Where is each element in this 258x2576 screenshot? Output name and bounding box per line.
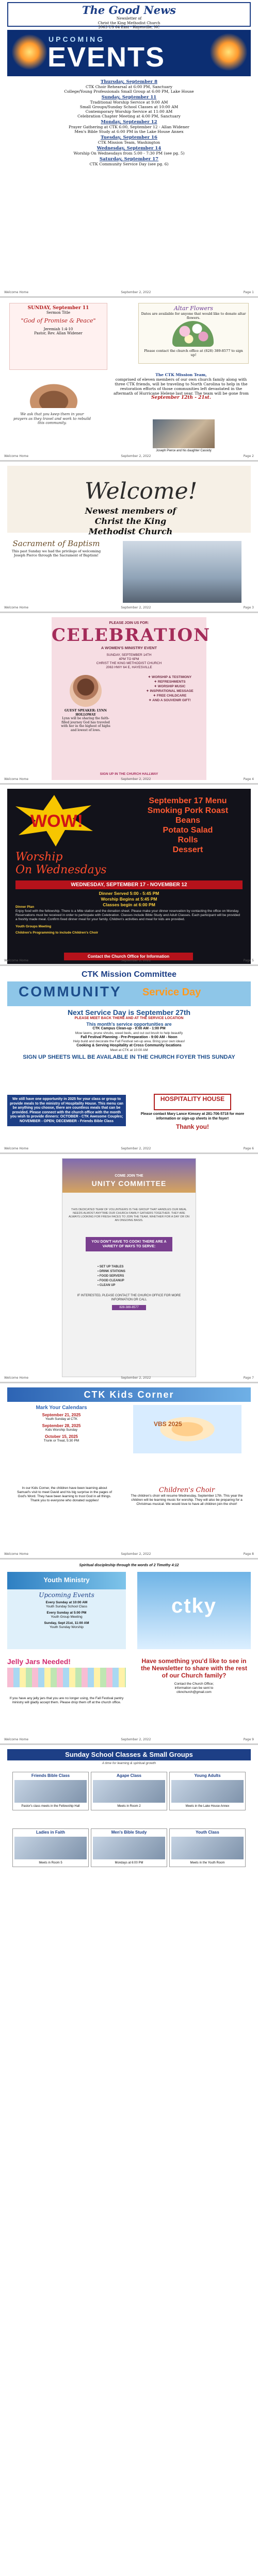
class-card-title: Agape Class [116,1773,142,1778]
photo-caption: Joseph Pierce and his daughter Cassidy [156,449,212,452]
firework-icon [209,33,248,71]
page-footer [4,1738,254,1741]
footer-date: September 2, 2022 [121,777,151,781]
submission-heading: Have something you'd like to see in the Newsletter to share with the rest of our Church family? [140,1657,248,1679]
baptism-photo [123,541,241,603]
flowers-image [172,321,214,347]
page-4 [0,613,258,785]
praying-hands-image [18,375,90,408]
calendar-event: Kids Worship Sunday [45,1428,78,1432]
masthead [7,2,251,27]
menu-item: Potato Salad [163,826,213,835]
menu-item: September 17 Menu [149,796,227,805]
schedule-line: Worship Begins at 5:45 PM [101,896,157,902]
flyer-bullet: ✦ REFRESHMENTS [154,680,186,684]
event-line: Celebration Chapter Meeting at 4:00 PM, Sanctuary [77,114,181,118]
footer-date: September 2, 2022 [121,1738,151,1741]
wow-text: WOW! [30,811,83,831]
choir-heading: Children's Choir [158,1486,215,1494]
mission-heading: The CTK Mission Team, [155,372,207,377]
class-card-image [14,1837,87,1859]
class-card-text: Meets in Room 2 [117,1804,141,1808]
baptism-text: This past Sunday we had the privilege of welcoming Joseph Pierce through the Sacrament of Baptism! [11,549,101,557]
masthead-line: 2063 US 64 East - Hayesville, NC [98,25,160,29]
footer-date: September 2, 2022 [121,291,151,294]
class-card [91,1828,167,1867]
event-line: College/Young Professionals Small Group at 6:00 PM, Lake House [64,89,194,94]
jelly-heading: Jelly Jars Needed! [7,1657,71,1666]
footer-page-number: Page 8 [243,1552,254,1556]
class-card-title: Youth Class [196,1830,219,1835]
class-card-image [171,1837,244,1859]
masthead-line: Christ the King Methodist Church [98,21,160,25]
prayer-request-text: We ask that you keep them in your prayers as they travel and work to rebuild this community. [13,412,91,425]
class-card-image [171,1780,244,1803]
page-footer [4,959,254,962]
community-word: COMMUNITY [19,984,122,999]
event-line: Small Groups/Sunday School Classes at 10:00 AM [79,105,179,109]
event-date: Thursday, September 8 [101,79,157,84]
sermon-title-label: Sermon Title [46,311,70,315]
opportunity: Fall Festival Planning - Pre-Preparation - 9:00 AM - Noon [80,1035,178,1039]
unity-list [98,1265,170,1288]
worship-wednesday-flyer [7,789,251,964]
page-6 [0,966,258,1154]
youth-event-line: Youth Sunday School Class [46,1605,87,1608]
event-line: CTK Choir Rehearsal at 6:00 PM, Sanctuary [85,84,173,89]
newsletter-title: The Good News [82,4,176,16]
page-5 [0,785,258,966]
youth-event-line: Every Sunday at 10:00 AM [45,1601,88,1604]
footer-page-number: Page 3 [243,606,254,609]
event-date: Wednesday, September 14 [96,146,162,151]
opportunity: Cooking & Serving Hospitality at Cross Community locations [76,1044,182,1047]
class-card-title: Men's Bible Study [111,1830,147,1835]
dinner-heading: Dinner Plan [15,905,35,909]
unity-committee-flyer [62,1158,196,1377]
youth-event-line: Youth Sunday Worship [50,1625,84,1629]
event-line: Prayer Gathering at CTK 6:00, September 12 - Allan Widener [69,125,189,129]
flyer-bullet: ✦ INSPIRATIONAL MESSAGE [146,689,194,693]
hospitality-contact: Please contact Mary Lance Kimsey at 281-706-5718 for more information or sign-up sheets in the foyer! [140,1112,245,1121]
service-day-body [7,1008,251,1060]
jelly-text: If you have any jelly jars that you are no longer using, the Fall Festival pantry ministry will gladly accept them. Please drop them off at the church office. [9,1697,124,1704]
baptism-photo [153,419,215,448]
footer-left: Welcome Home [4,454,29,458]
footer-date: September 2, 2022 [121,1552,151,1556]
youth-heading: Youth Groups Meeting [15,925,52,928]
hospitality-house-box [134,1094,251,1130]
class-card-title: Friends Bible Class [31,1773,70,1778]
event-line: Traditional Worship Service at 9:00 AM [90,100,168,105]
opportunity-detail: Help build and decorate the Fall Festival set-up area. Bring your own ideas! [73,1040,185,1043]
page-footer [4,777,254,781]
flyer-bullet: ✦ FREE CHILDCARE [153,694,187,698]
event-line: CTK Community Service Day (see pg. 6) [89,162,169,166]
community-service-banner [7,981,251,1006]
flyer-info-line: 2063 HWY 64 E, HAYESVILLE [106,666,152,669]
flyer-bullets [141,675,198,732]
footer-left: Welcome Home [4,606,29,609]
schedule-line: Classes begin at 6:00 PM [103,902,155,907]
youth-event-line: Sunday, Sept 21st, 11:00 AM [44,1621,89,1625]
event-date: Saturday, September 17 [99,157,159,162]
flyer-join: PLEASE JOIN US FOR: [109,621,149,625]
unity-list-item: • SET UP TABLES [98,1265,124,1268]
upcoming-events-banner [7,30,251,76]
footer-page-number: Page 9 [243,1738,254,1741]
event-date: Tuesday, September 16 [101,135,157,140]
sermon-pastor: Pastor, Rev. Allan Widener [34,331,83,335]
unity-banner [62,1159,196,1193]
footer-left: Welcome Home [4,1738,29,1741]
jelly-jars-box [7,1657,126,1692]
calendar-event: Trunk or Treat, 5:30 PM [43,1439,79,1443]
wow-heading-line: Worship [15,851,63,863]
class-card [169,1772,246,1810]
banner-events: EVENTS [47,42,166,73]
altar-flowers-box [138,303,249,364]
footer-page-number: Page 5 [243,959,254,962]
footer-left: Welcome Home [4,1376,29,1380]
menu-item: Rolls [178,836,198,844]
hospitality-meals-box: We still have one opportunity in 2025 for your class or group to provide meals to the ministry of Hospitality House. This menu can be anything you choose, there are countless meals that can be provided. Please connect with the church office with the month you wish to provide dinners: OCTOBER - CTK Awesome Couples; NOVEMBER - OPEN; DECEMBER - Friends Bible Class [7,1095,126,1126]
hospitality-house-logo: HOSPITALITY HOUSE [154,1094,231,1110]
footer-date: September 2, 2022 [121,606,151,609]
children-heading: Children's Programming to include Children's Choir [15,931,99,935]
sunday-school-heading: Sunday School Classes & Small Groups [7,1749,251,1760]
ctky-logo [137,1572,251,1649]
class-card-text: Meets in Room 5 [39,1861,62,1865]
vbs-label: VBS 2025 [154,1420,182,1428]
page-2 [0,298,258,462]
page-footer [4,606,254,609]
sermon-scripture: Jeremiah 1:4-10 [43,327,73,331]
footer-left: Welcome Home [4,1147,29,1150]
dinner-plan [15,905,243,935]
menu-item: Beans [175,816,201,825]
baptism-heading: Sacrament of Baptism [12,539,100,548]
menu-item: Dessert [172,845,203,854]
opportunity: CTK Campus Clean-up - 9:00 AM - 1:00 PM [92,1027,166,1030]
unity-list-item: • FOOD CLEANUP [98,1279,124,1282]
page-footer [4,454,254,458]
unity-title: UNITY COMMITTEE [91,1179,167,1188]
class-card-text: Pastor's class meets in the Fellowship Hall [21,1804,80,1808]
unity-list-item: • CLEAN UP [98,1284,116,1287]
page-8 [0,1383,258,1560]
ctky-text: ctky [171,1595,217,1617]
meet-note: PLEASE MEET BACK THERE AND AT THE SERVICE LOCATION [74,1016,184,1020]
footer-left: Welcome Home [4,1552,29,1556]
page-3 [0,462,258,613]
vbs-image [133,1405,241,1453]
calendar-date: October 15, 2025 [44,1434,78,1439]
flyer-bullet: ✦ WORSHIP MUSIC [154,685,186,688]
discipleship-tagline: Spiritual discipleship through the words of 2 Timothy 4:12 [79,1564,179,1567]
sermon-box [9,303,107,370]
sermon-title: "God of Promise & Peace" [21,317,96,324]
class-card-image [93,1780,165,1803]
welcome-heading: Welcome! [85,478,198,504]
flyer-bullet: ✦ AND A SOUVENIR GIFT! [149,699,191,702]
sermon-date: SUNDAY, September 11 [27,306,89,311]
wow-heading [15,851,107,876]
contact-office-banner: Contact the Church Office for Information [64,953,193,960]
speaker-photo [70,675,102,707]
class-card-image [14,1780,87,1803]
page-footer [4,291,254,294]
class-card-title: Young Adults [194,1773,221,1778]
flyer-bullet: ✦ WORSHIP & TESTIMONY [148,675,192,679]
choir-text: The children's choir will resume Wednesday, September 17th. This year the children will be learning music for worship. They will also be preparing for a Christmas musical. We would love to have all children join the choir! [131,1494,243,1506]
calendar-date: September 28, 2025 [42,1423,81,1428]
unity-come-join: COME JOIN THE [115,1174,143,1178]
menu-list [131,796,245,855]
footer-left: Welcome Home [4,777,29,781]
footer-page-number: Page 6 [243,1147,254,1150]
calendar-date: September 21, 2025 [42,1413,81,1417]
class-card [12,1772,89,1810]
menu-item: Smoking Pork Roast [147,806,229,815]
page-footer [4,1552,254,1556]
schedule-line: Dinner Served 5:00 - 5:45 PM [99,891,159,896]
altar-signup: Please contact the church office at (828) 389-8577 to sign up! [144,349,243,357]
welcome-banner [7,466,251,536]
footer-page-number: Page 2 [243,454,254,458]
childrens-choir [130,1486,244,1506]
youth-event-line: Youth Group Meeting [51,1615,83,1619]
wow-heading-line: On Wednesdays [15,863,107,876]
unity-body: THIS DEDICATED TEAM OF VOLUNTEERS IS THE GROUP THAT HANDLES OUR MEAL NEEDS ALMOST ANYTIME OUR CHURCH FAMILY GATHERS TOGETHER. THEY ARE ALWAYS LOOKING FOR FRESH FACES TO JOIN THE TEAM, WHETHER FOR A DAY OR ON AN ONGOING BASIS. [69,1208,189,1222]
unity-list-item: • DRINK STATIONS [98,1270,125,1273]
mission-body: comprised of eleven members of our own church family along with three CTK friends, will be traveling to North Carolina to help in the restoration efforts of those communities left devastated in the aftermath of Hurricane Helene last year. The team will be gone from [114,377,249,396]
class-card [12,1828,89,1867]
class-card-image [93,1837,165,1859]
footer-page-number: Page 1 [243,291,254,294]
unity-contact-text: IF INTERESTED, PLEASE CONTACT THE CHURCH OFFICE FOR MORE INFORMATION OR CALL [77,1294,181,1301]
unity-callout: YOU DON'T HAVE TO COOK! THERE ARE A VARIETY OF WAYS TO SERVE: [86,1237,172,1251]
opportunity-detail: Mow lawns, prune shrubs, weed beds, and cut out brush to help beautify [75,1031,183,1035]
flyer-info-line: SUNDAY, SEPTEMBER 14TH [106,653,152,657]
class-card-text: Mondays at 6:00 PM [115,1861,143,1865]
mission-team-text [114,372,249,400]
speaker-bio: Lynn will be sharing the faith-filled journey God has traveled with her in the highest of highs and lowest of lows. [61,717,110,732]
footer-left: Welcome Home [4,959,29,962]
flyer-info [52,653,206,670]
dinner-text: Enjoy food with the fellowship. There is a Mite station and the donation sheet. Please make your dinner reservation by contacting the office on Monday. Reservations must be received in order to participate with Celebration. Classes include Bible Study and Adult Classes. Each participant will be provided a freshly made meal. Confirm fixed dinner meal for your family. Children's activities and meal for kids are provided. [15,909,240,921]
firework-icon [11,34,47,70]
submission-text: Contact the Church Office; information can be sent to ctknchurch@gmail.com [174,1682,214,1694]
youth-ministry-banner: Youth Ministry [7,1572,126,1589]
page-footer [4,1376,254,1380]
page-1 [0,0,258,298]
footer-date: September 2, 2022 [121,454,151,458]
class-card-title: Ladies in Faith [36,1830,65,1835]
kids-corner-text: In our Kids Corner, the children have been learning about Samuel's visit to meet David and his big surprise in the pages of God's Word. They have been learning to trust God in all things. Thank you to everyone who donated supplies! [17,1486,112,1502]
class-card-text: Meets in the Youth Room [190,1861,225,1865]
event-date: Sunday, September 11 [101,95,157,100]
service-day-word: Service Day [142,987,201,998]
page-footer [4,1147,254,1150]
kids-calendar [15,1405,107,1443]
flyer-title: CELEBRATION [52,625,211,646]
speaker-block [60,675,111,732]
class-card [91,1772,167,1810]
calendar-event: Youth Sunday at CTK [45,1417,78,1421]
wow-dates: WEDNESDAY, SEPTEMBER 17 - NOVEMBER 12 [15,880,243,889]
page-10 [0,1745,258,2576]
mission-committee-heading: CTK Mission Committee [81,970,176,979]
class-card-text: Meets in the Lake House Annex [185,1804,230,1808]
thank-you: Thank you! [175,1123,209,1130]
event-date: Monday, September 12 [101,120,157,125]
signup-note: SIGN UP SHEETS WILL BE AVAILABLE IN THE CHURCH FOYER THIS SUNDAY [23,1054,235,1060]
baptism-section [7,539,105,557]
opportunities-heading: This month's service opportunities are [86,1022,172,1027]
footer-date: September 2, 2022 [121,959,151,962]
youth-events [7,1601,126,1630]
event-list [7,78,251,166]
flyer-signup: SIGN UP IN THE CHURCH HALLWAY [100,772,158,776]
youth-event-line: Every Sunday at 5:00 PM [46,1611,87,1615]
kids-corner-banner: CTK Kids Corner [7,1387,251,1402]
event-line: Contemporary Worship Service at 11:00 AM [85,109,173,114]
class-card [169,1828,246,1867]
page-7 [0,1154,258,1383]
youth-ministry-box [7,1572,126,1649]
altar-text: Dates are available for anyone that would like to donate altar flowers. [141,312,246,320]
mission-dates: September 12th - 21st. [151,395,211,400]
speaker-name: GUEST SPEAKER: LYNN HOLLOWAY [64,709,107,717]
footer-page-number: Page 7 [243,1376,254,1380]
opportunity-detail: Meet at CTK at 10:00 AM [110,1048,148,1052]
altar-heading: Altar Flowers [174,305,213,312]
footer-left: Welcome Home [4,291,29,294]
newsletter-submission [137,1657,251,1696]
unity-phone[interactable]: 828-389-8577 [112,1305,146,1310]
footer-date: September 2, 2022 [121,1147,151,1150]
banner-upcoming: UPCOMING [49,35,105,43]
next-service-day: Next Service Day is September 27th [67,1008,191,1016]
youth-upcoming: Upcoming Events [39,1591,94,1599]
flyer-info-line: 4PM TO 6PM [119,657,139,661]
celebration-flyer [52,617,211,780]
footer-page-number: Page 4 [243,777,254,781]
calendar-heading: Mark Your Calendars [36,1405,87,1411]
newest-members: Newest members of Christ the King Methodist Church [85,506,176,536]
unity-list-item: • FOOD SERVERS [98,1275,124,1278]
flyer-info-line: CHRIST THE KING METHODIST CHURCH [96,662,162,665]
page-9 [0,1560,258,1745]
sunday-school-tagline: A time for learning & spiritual growth [102,1761,156,1765]
event-line: Men's Bible Study at 6:00 PM in the Lake House Annex [74,129,184,134]
flyer-subtitle: A WOMEN'S MINISTRY EVENT [101,646,157,650]
jelly-jars-image [7,1668,126,1687]
masthead-line: Newsletter of [116,16,142,21]
event-line: CTK Mission Team, Washington [98,140,160,145]
event-line: Worship On Wednesdays from 5:00 - 7:30 PM (see pg. 5) [73,151,185,156]
footer-date: September 2, 2022 [121,1376,151,1380]
